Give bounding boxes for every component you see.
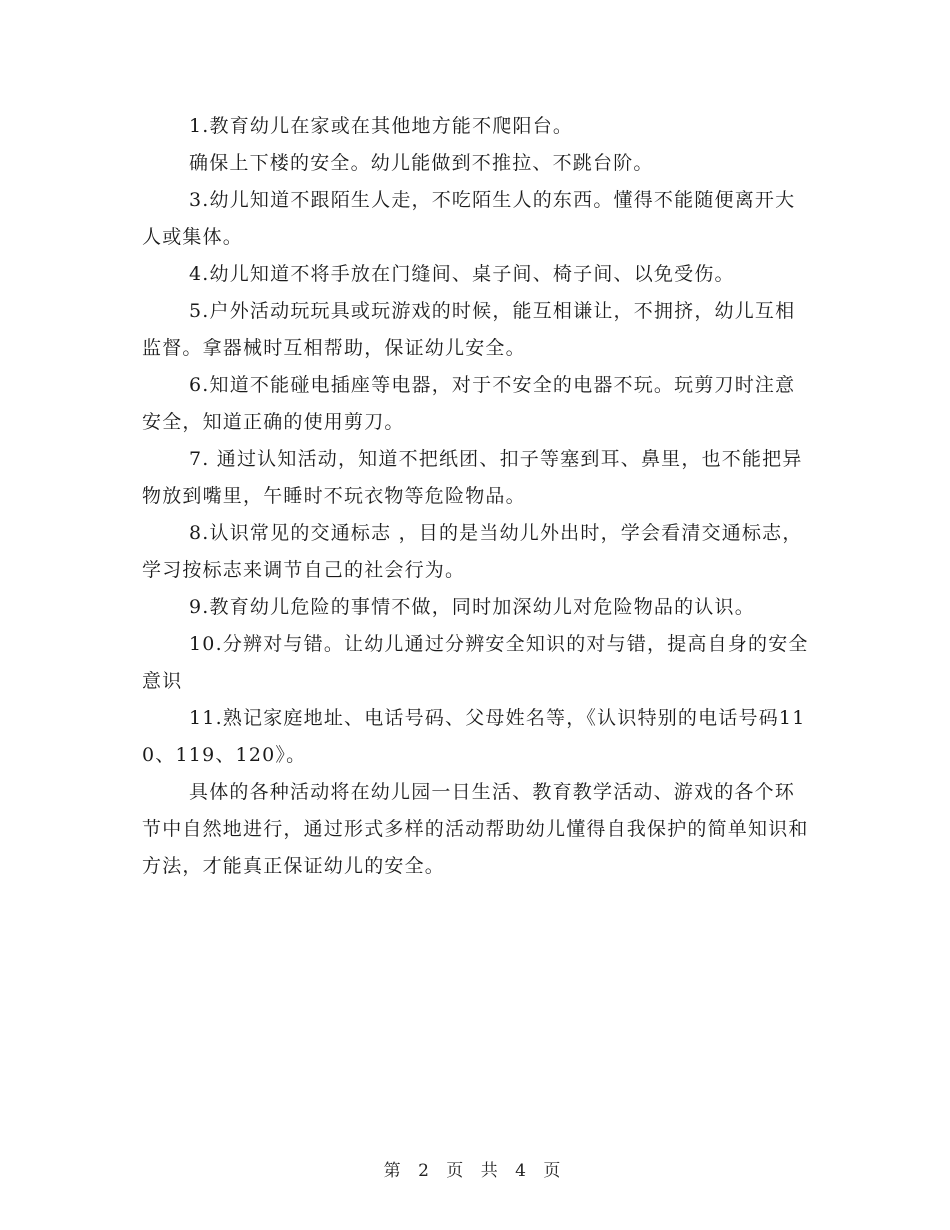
paragraph-item-4: 4.幼儿知道不将手放在门缝间、桌子间、椅子间、以免受伤。 [189,263,735,285]
paragraph-item-9: 9.教育幼儿危险的事情不做，同时加深幼儿对危险物品的认识。 [189,596,755,618]
page-number-footer: 第 2 页 共 4 页 [383,1161,567,1181]
paragraph-item-11: 11.熟记家庭地址、电话号码、父母姓名等，《认识特别的电话号码110、119、120》。 [142,707,806,766]
paragraph-item-10: 10.分辨对与错。让幼儿通过分辨安全知识的对与错，提高自身的安全意识 [142,633,809,692]
paragraph-item-2: 确保上下楼的安全。幼儿能做到不推拉、不跳台阶。 [189,152,654,174]
paragraph-item-3: 3.幼儿知道不跟陌生人走，不吃陌生人的东西。懂得不能随便离开大人或集体。 [142,189,796,248]
paragraph-item-8: 8.认识常见的交通标志 ，目的是当幼儿外出时，学会看清交通标志，学习按标志来调节自己的社会行为。 [142,522,803,581]
paragraph-item-5: 5.户外活动玩玩具或玩游戏的时候，能互相谦让，不拥挤，幼儿互相监督。拿器械时互相帮助，保证幼儿安全。 [142,300,796,359]
document-body [142,108,812,885]
closing-paragraph: 具体的各种活动将在幼儿园一日生活、教育教学活动、游戏的各个环节中自然地进行，通过形式多样的活动帮助幼儿懂得自我保护的简单知识和方法，才能真正保证幼儿的安全。 [142,781,809,877]
paragraph-item-6: 6.知道不能碰电插座等电器，对于不安全的电器不玩。玩剪刀时注意安全，知道正确的使用剪刀。 [142,374,796,433]
paragraph-item-7: 7. 通过认知活动，知道不把纸团、扣子等塞到耳、鼻里，也不能把异物放到嘴里，午睡时不玩衣物等危险物品。 [142,448,803,507]
paragraph-item-1: 1.教育幼儿在家或在其他地方能不爬阳台。 [189,115,574,137]
